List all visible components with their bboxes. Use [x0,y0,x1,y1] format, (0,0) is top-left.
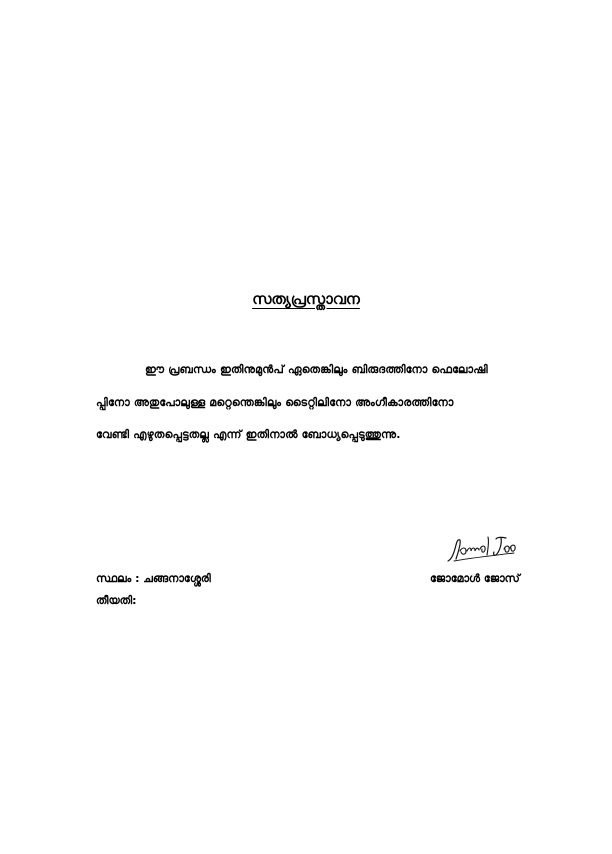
paragraph-line: ഈ പ്രബന്ധം ഇതിനുമുൻപ് ഏതെങ്കിലും ബിരുദത്തിനോ ഫെലോഷി [145,363,488,376]
paragraph-line: വേണ്ടി എഴുതപ്പെട്ടതല്ല എന്ന് ഇതിനാൽ ബോധ്യപ്പെടുത്തുന്നു. [96,428,401,441]
place-line: സ്ഥലം : ചങ്ങനാശ്ശേരി [96,572,211,585]
paragraph-line: പ്പിനോ അതുപോലുള്ള മറ്റെന്തെങ്കിലും ടൈറ്റിലിനോ അംഗീകാരത്തിനോ [96,396,454,409]
author-name: ജോമോൾ ജോസ് [430,572,520,585]
date-label: തീയതി: [96,594,137,607]
document-title: സത്യപ്രസ്താവന [252,290,360,308]
handwritten-signature [444,531,519,566]
